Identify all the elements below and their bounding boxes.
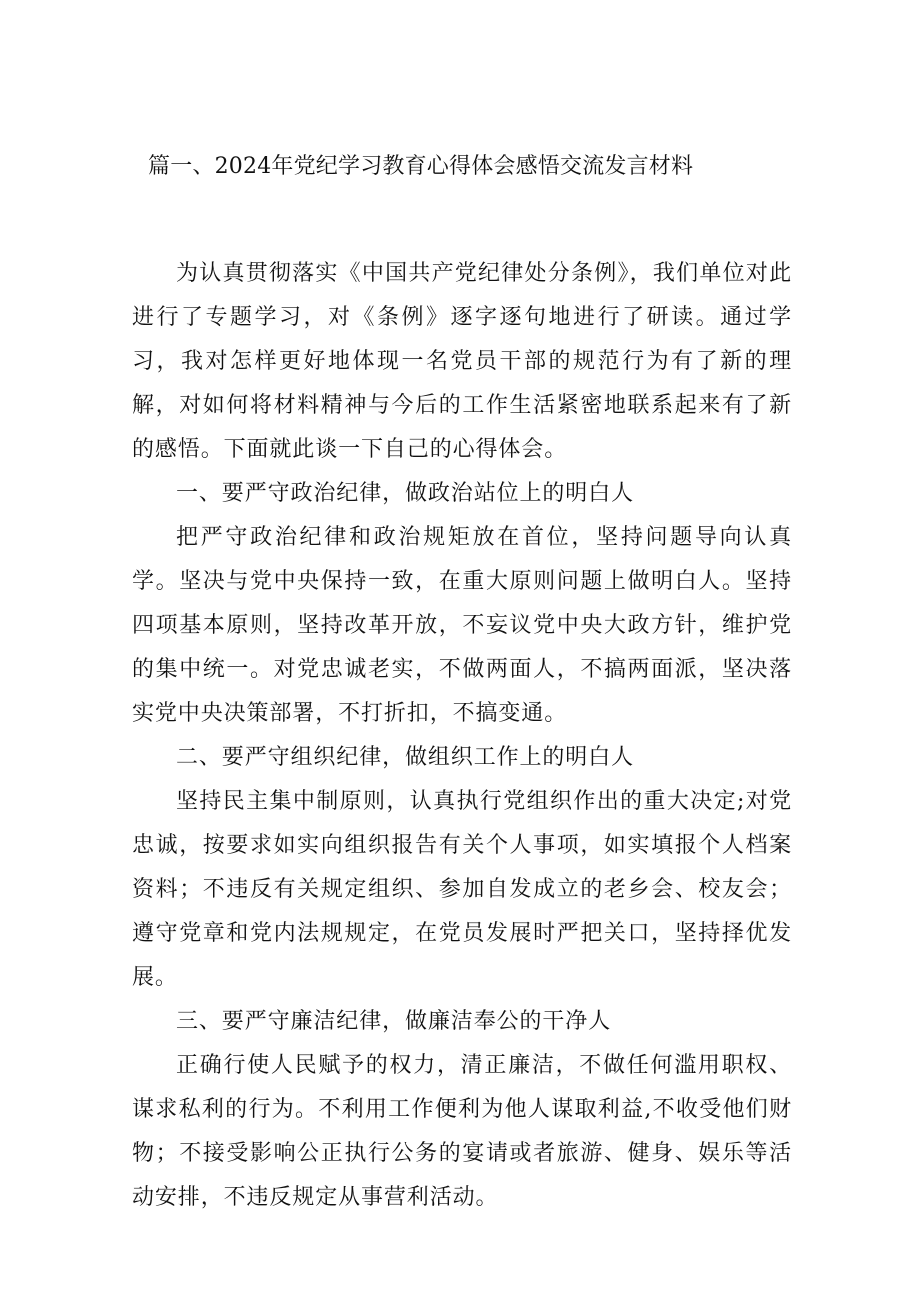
section-heading-organizational: 二、要严守组织纪律，做组织工作上的明白人 [176,745,635,770]
document-title: 篇一、2024年党纪学习教育心得体会感悟交流发言材料 [148,154,694,179]
intro-paragraph: 为认真贯彻落实《中国共产党纪律处分条例》，我们单位对此进行了专题学习，对《条例》逐字逐句地进行了研读。通过学习，我对怎样更好地体现一名党员干部的规范行为有了新的理解，对如何将材料精神与今后的工作生活紧密地联系起来有了新的感悟。下面就此谈一下自己的心得体会。 [132,261,792,462]
section-body-political: 把严守政治纪律和政治规矩放在首位，坚持问题导向认真学。坚决与党中央保持一致，在重大原则问题上做明白人。坚持四项基本原则，坚持改革开放，不妄议党中央大政方针，维护党的集中统一。对党忠诚老实，不做两面人，不搞两面派，坚决落实党中央决策部署，不打折扣，不搞变通。 [132,525,792,726]
section-heading-integrity: 三、要严守廉洁纪律，做廉洁奉公的干净人 [176,1009,612,1034]
section-heading-political: 一、要严守政治纪律，做政治站位上的明白人 [176,481,635,506]
document-body [132,252,792,1220]
section-body-integrity: 正确行使人民赋予的权力，清正廉洁，不做任何滥用职权、谋求私利的行为。不利用工作便利为他人谋取利益,不收受他们财物；不接受影响公正执行公务的宴请或者旅游、健身、娱乐等活动安排，不违反规定从事营利活动。 [132,1053,792,1210]
section-body-organizational: 坚持民主集中制原则，认真执行党组织作出的重大决定;对党忠诚，按要求如实向组织报告有关个人事项，如实填报个人档案资料；不违反有关规定组织、参加自发成立的老乡会、校友会；遵守党章和党内法规规定，在党员发展时严把关口，坚持择优发展。 [132,789,792,990]
